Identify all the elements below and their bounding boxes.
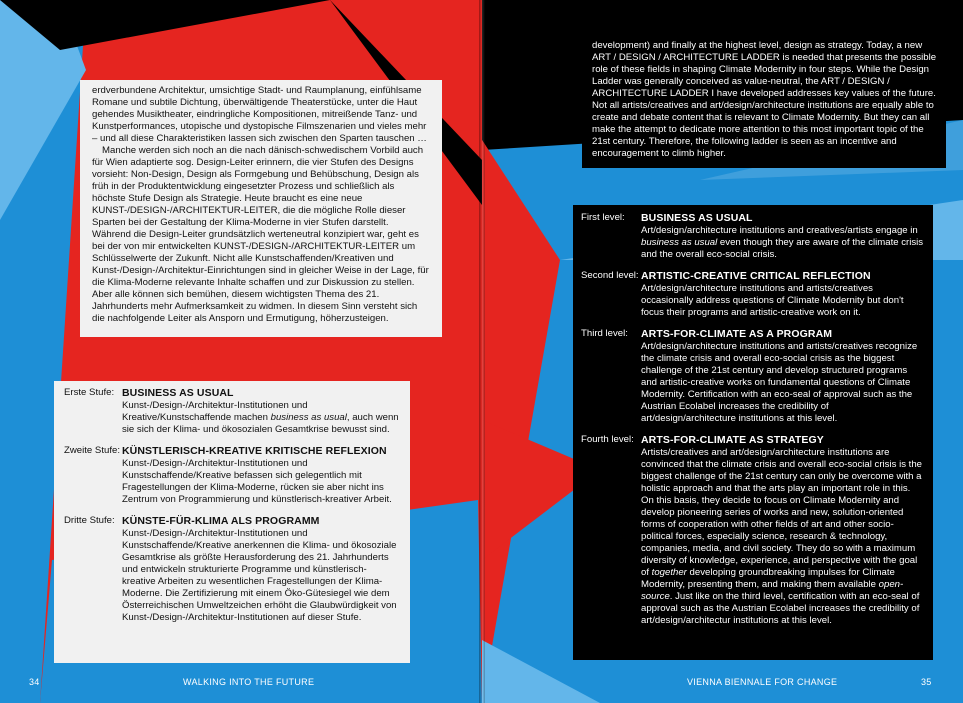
ladder-level-en-3 xyxy=(581,328,925,425)
ladder-level-en-1 xyxy=(581,212,925,261)
level-title: ARTS-FOR-CLIMATE AS A PROGRAM xyxy=(641,328,833,340)
left-page-number: 34 xyxy=(29,677,40,687)
level-label: Second level: xyxy=(581,270,639,281)
level-label: Erste Stufe: xyxy=(64,387,115,398)
ladder-level-de-1 xyxy=(64,387,400,436)
level-title: ARTISTIC-CREATIVE CRITICAL REFLECTION xyxy=(641,270,871,282)
level-text: Artists/creatives and art/design/architecture institutions are convinced that the climate crisis and overall eco-social crisis is the biggest challenge of the 21st century can only be overcome with a holistic approach and that the arts play an important role in this. On this basis, they decide to focus on Climate Modernity and develop pioneering series of works and new, solution-oriented forms of cooperation with other fields of art and other socio-political forces, especially science, research & technology, companies, media, and civil society. They do so with a maximum diversity of knowledge, experience, and perspective with the goal of together developing groundbreaking impulses for Climate Modernity, presenting them, and making them available open-source. Just like on the third level, certification with an eco-seal of approval such as the Austrian Ecolabel increases the credibility of art/design/architectur institutions at this level. xyxy=(641,447,923,626)
level-label: Third level: xyxy=(581,328,628,339)
left-running-title: WALKING INTO THE FUTURE xyxy=(183,677,315,687)
level-text: Art/design/architecture institutions and artists/creatives recognize the climate crisis and overall eco-social crisis as the biggest challenge of the 21st century and develop structured programs and artistic-creative works on fundamental questions of Climate Modernity. Certification with an eco-seal of approval such as the Austrian Ecolabel increases the credibility of art/design/architecture institutions at this level. xyxy=(641,341,918,424)
right-page-number: 35 xyxy=(921,677,932,687)
right-intro-textbox xyxy=(582,36,946,168)
ladder-level-en-4 xyxy=(581,434,925,627)
book-gutter xyxy=(479,0,485,703)
ladder-level-de-2 xyxy=(64,445,400,506)
level-label: Dritte Stufe: xyxy=(64,515,115,526)
ladder-level-en-2 xyxy=(581,270,925,319)
ladder-level-de-3 xyxy=(64,515,400,624)
level-label: Zweite Stufe: xyxy=(64,445,120,456)
level-text: Kunst-/Design-/Architektur-Institutionen und Kreative/Kunstschaffende machen business as usual, auch wenn sie sich der Klima- und ökosozialen Gesamtkrise bewusst sind. xyxy=(122,400,399,435)
level-title: ARTS-FOR-CLIMATE AS STRATEGY xyxy=(641,434,824,446)
level-title: BUSINESS AS USUAL xyxy=(641,212,753,224)
level-text: Art/design/architecture institutions and artists/creatives occasionally address questions of Climate Modernity but don't focus their programs and artistic-creative work on it. xyxy=(641,283,904,318)
left-paragraph-1: erdverbundene Architektur, umsichtige Stadt- und Raumplanung, einfühlsame Romane und subtile Dichtung, überwältigende Theaterstücke, unter die Haut gehendes Musiktheater, eindringliche Kompositionen, mitreißende Tanz- und Kunstperformances, utopische und dystopische Filmszenarien und vieles mehr – und all diese Charakteristiken lassen sich zwischen den Sparten tauschen … xyxy=(92,85,427,144)
level-label: Fourth level: xyxy=(581,434,634,445)
level-title: BUSINESS AS USUAL xyxy=(122,387,234,399)
level-text: Kunst-/Design-/Architektur-Institutionen und Kunstschaffende/Kreative befassen sich gelegentlich mit Fragestellungen der Klima-Moderne, rücken sie aber nicht ins Zentrum von Programmierung und künstlerisch-kreativer Arbeit. xyxy=(122,458,392,505)
level-title: KÜNSTE-FÜR-KLIMA ALS PROGRAMM xyxy=(122,515,320,527)
right-ladder-box xyxy=(573,205,933,660)
level-text: Art/design/architecture institutions and creatives/artists engage in business as usual even though they are aware of the climate crisis and the overall eco-social crisis. xyxy=(641,225,924,260)
level-label: First level: xyxy=(581,212,625,223)
left-body-textbox xyxy=(80,80,442,337)
right-intro-paragraph: development) and finally at the highest level, design as strategy. Today, a new ART / DESIGN / ARCHITECTURE LADDER is needed that presents the possible role of these fields in shaping Climate Modernity in four steps. While the Design Ladder was generally conceived as value-neutral, the ART / DESIGN / ARCHITECTURE LADDER I have developed addresses key values of the future. Not all artists/creatives and art/design/architecture institutions are equally able to create and debate content that is relevant to Climate Modernity. But they can all make the attempt to dedicate more attention to this most important topic of the 21st century. Therefore, the following ladder is seen as an incentive and encouragement to climb higher. xyxy=(592,40,937,159)
level-title: KÜNSTLERISCH-KREATIVE KRITISCHE REFLEXION xyxy=(122,445,387,457)
left-paragraph-2: Manche werden sich noch an die nach dänisch-schwedischem Vorbild auch für Wien adaptierte sog. Design-Leiter erinnern, die vier Stufen des Designs vorsieht: Non-Design, Design als Formgebung und Behübschung, Design als früh in der Produktentwicklung eingesetzter Prozess und schließlich als höchste Stufe Design als Strategie. Heute braucht es eine neue KUNST-/DESIGN-/ARCHITEKTUR-LEITER, die die mögliche Rolle dieser Sparten bei der Gestaltung der Klima-Moderne in vier Stufen darstellt. Während die Design-Leiter grundsätzlich werteneutral konzipiert war, geht es bei der von mir entwickelten KUNST-/DESIGN-/ARCHITEKTUR-LEITER um Schlüsselwerte der Zukunft. Nicht alle Kunstschaffenden/Kreativen und Kunst-/Design-/Architektur-Einrichtungen sind in gleicher Weise in der Lage, für die Klima-Moderne relevante Inhalte schaffen und zur Diskussion zu stellen. Aber alle können sich bemühen, diesem wichtigsten Thema des 21. Jahrhunderts mehr Aufmerksamkeit zu widmen. In diesem Sinn versteht sich die nachfolgende Leiter als Ansporn und Ermutigung, höherzusteigen. xyxy=(92,145,429,324)
right-running-title: VIENNA BIENNALE FOR CHANGE xyxy=(687,677,838,687)
left-ladder-box xyxy=(54,381,410,663)
level-text: Kunst-/Design-/Architektur-Institutionen und Kunstschaffende/Kreative anerkennen die Klima- und ökosoziale Gesamtkrise als größte Herausforderung des 21. Jahrhunderts und entwickeln strukturierte Programme und künstlerisch-kreative Arbeiten zu wesentlichen Fragestellungen der Klima-Moderne. Die Zertifizierung mit einem Öko-Gütesiegel wie dem Österreichischen Umweltzeichen erhöht die Glaubwürdigkeit von Kunst-/Design-/Architektur-Institutionen auf dieser Stufe. xyxy=(122,528,397,623)
